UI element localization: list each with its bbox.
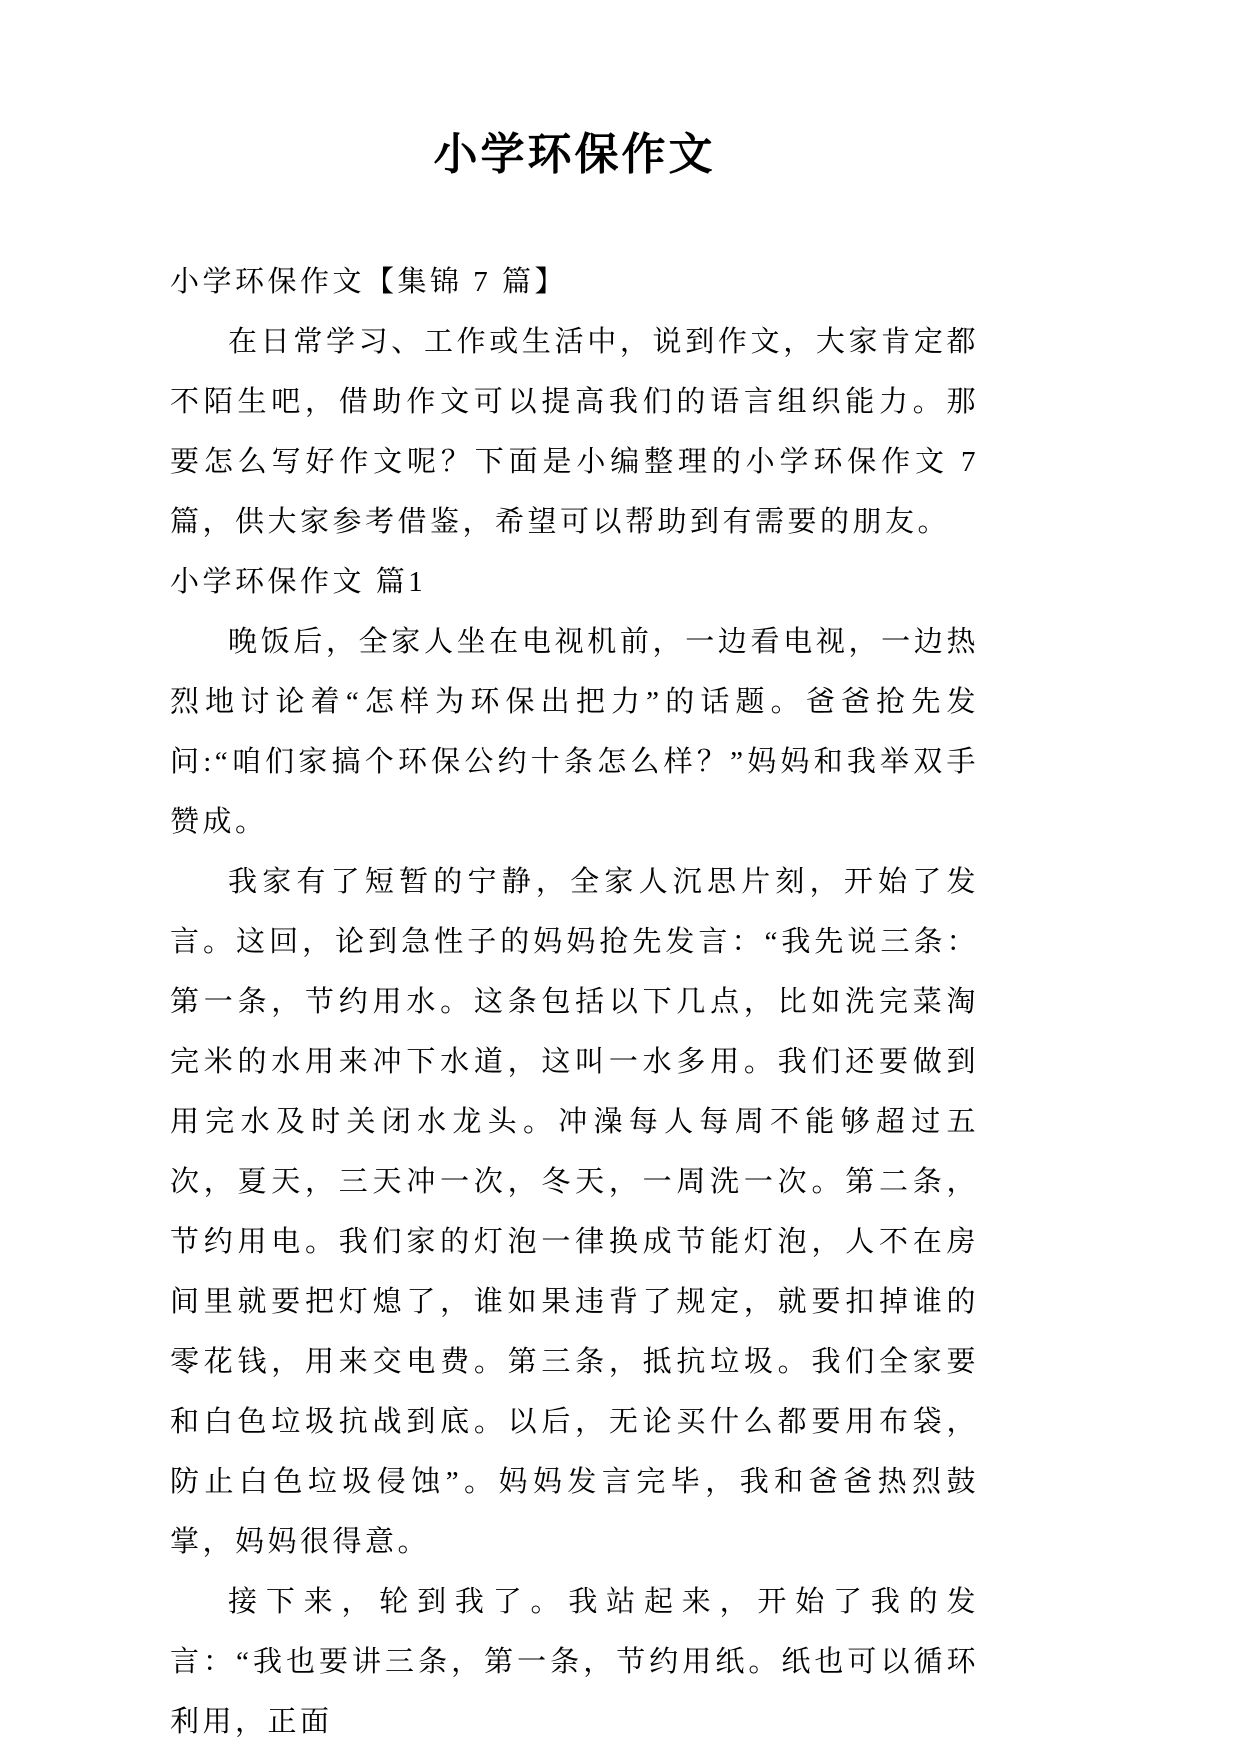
paragraph-essay1-heading: 小学环保作文 篇1 — [170, 566, 427, 598]
paragraph-intro: 在日常学习、工作或生活中，说到作文，大家肯定都不陌生吧，借助作文可以提高我们的语言组织能力。那要怎么写好作文呢？下面是小编整理的小学环保作文 7 篇，供大家参考借鉴，希望可以帮助到有需要的朋友。 — [170, 326, 979, 538]
paragraph-body: 我家有了短暂的宁静，全家人沉思片刻，开始了发言。这回，论到急性子的妈妈抢先发言：“我先说三条：第一条，节约用水。这条包括以下几点，比如洗完菜淘完米的水用来冲下水道，这叫一水多用。我们还要做到用完水及时关闭水龙头。冲澡每人每周不能够超过五次，夏天，三天冲一次，冬天，一周洗一次。第二条，节约用电。我们家的灯泡一律换成节能灯泡，人不在房间里就要把灯熄了，谁如果违背了规定，就要扣掉谁的零花钱，用来交电费。第三条，抵抗垃圾。我们全家要和白色垃圾抗战到底。以后，无论买什么都要用布袋，防止白色垃圾侵蚀”。妈妈发言完毕，我和爸爸热烈鼓掌，妈妈很得意。 — [170, 866, 979, 1558]
paragraph-body: 接下来，轮到我了。我站起来，开始了我的发言：“我也要讲三条，第一条，节约用纸。纸也可以循环利用，正面 — [170, 1586, 979, 1738]
paragraph-collection-heading: 小学环保作文【集锦 7 篇】 — [170, 266, 568, 298]
document-title: 小学环保作文 — [433, 130, 716, 179]
paragraph-body: 晚饭后，全家人坐在电视机前，一边看电视，一边热烈地讨论着“怎样为环保出把力”的话题。爸爸抢先发问:“咱们家搞个环保公约十条怎么样？”妈妈和我举双手赞成。 — [170, 626, 979, 838]
